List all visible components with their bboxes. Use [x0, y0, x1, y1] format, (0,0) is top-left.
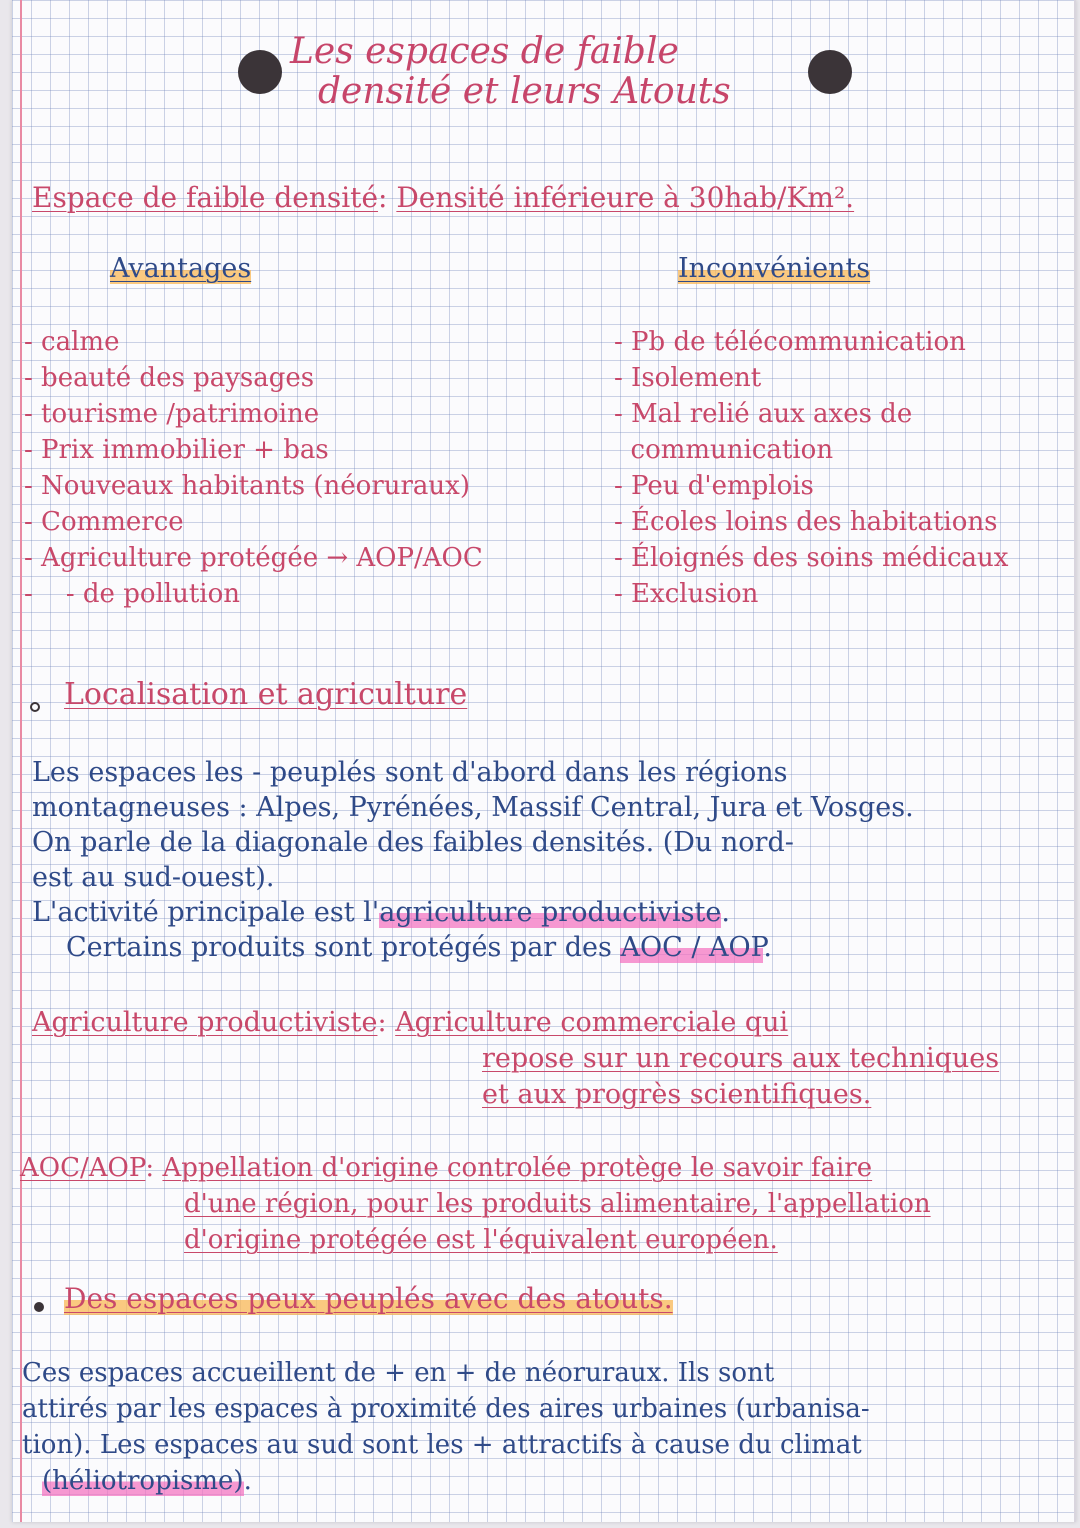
- list-item: - Nouveaux habitants (néoruraux): [24, 471, 470, 501]
- products-text: Certains produits sont protégés par des: [66, 932, 621, 963]
- section-atouts-heading: [64, 1282, 673, 1315]
- paragraph-line: [22, 1463, 870, 1499]
- agriculture-definition-line: [32, 1005, 999, 1041]
- list-item: - calme: [24, 327, 120, 357]
- paragraph-line: montagneuses : Alpes, Pyrénées, Massif Central, Jura et Vosges.: [32, 792, 914, 823]
- list-item: - Pb de télécommunication: [614, 327, 966, 357]
- disadvantages-heading: [678, 255, 870, 282]
- atouts-paragraph: [22, 1355, 870, 1499]
- list-item: - Exclusion: [614, 579, 759, 609]
- advantages-heading-text: Avantages: [110, 253, 252, 284]
- highlight-aoc-aop: AOC / AOP: [620, 932, 764, 963]
- title-line-1: Les espaces de faible: [290, 31, 679, 72]
- list-item: - Peu d'emplois: [614, 471, 814, 501]
- definition-term: Espace de faible densité: [32, 181, 379, 214]
- section-bullet: [34, 1302, 44, 1312]
- aoc-definition-text: Appellation d'origine controlée protège le savoir faire: [162, 1153, 873, 1183]
- paragraph-line: [32, 930, 914, 965]
- paragraph-line: attirés par les espaces à proximité des aires urbaines (urbanisa-: [22, 1394, 870, 1424]
- aoc-definition: [20, 1150, 931, 1258]
- paragraph-line: [32, 895, 914, 930]
- list-item: - Éloignés des soins médicaux: [614, 543, 1009, 573]
- agriculture-definition-line: repose sur un recours aux techniques: [482, 1043, 1000, 1074]
- advantages-heading: [110, 255, 251, 282]
- definition-colon: :: [378, 181, 388, 214]
- disadvantages-list: [614, 324, 1008, 612]
- density-definition: [32, 181, 855, 214]
- agriculture-definition: [32, 1005, 999, 1113]
- list-item: - - de pollution: [24, 579, 241, 609]
- activity-text: L'activité principale est l': [32, 897, 380, 928]
- aoc-definition-line: d'une région, pour les produits alimentaire, l'appellation: [184, 1189, 931, 1219]
- margin-line: [20, 0, 22, 1522]
- aoc-definition-line: [20, 1150, 931, 1186]
- aoc-definition-term: AOC/AOP: [20, 1153, 146, 1183]
- list-item: communication: [614, 435, 834, 465]
- advantages-list: [24, 324, 483, 612]
- paragraph-line: On parle de la diagonale des faibles densités. (Du nord-: [32, 827, 794, 858]
- title-line-2: densité et leurs Atouts: [318, 71, 731, 112]
- punch-hole-right: [808, 50, 852, 94]
- list-item: - Agriculture protégée → AOP/AOC: [24, 543, 483, 573]
- agriculture-definition-text: Agriculture commerciale qui: [395, 1007, 789, 1038]
- agriculture-definition-line: et aux progrès scientifiques.: [482, 1079, 872, 1110]
- agriculture-definition-term: Agriculture productiviste: [32, 1007, 378, 1038]
- list-item: - Prix immobilier + bas: [24, 435, 329, 465]
- aoc-definition-colon: :: [145, 1153, 155, 1183]
- list-item: - tourisme /patrimoine: [24, 399, 320, 429]
- section-bullet: [30, 702, 40, 712]
- definition-text: Densité inférieure à 30hab/Km².: [396, 181, 855, 214]
- list-item: - Commerce: [24, 507, 184, 537]
- highlight-agriculture-productiviste: agriculture productiviste: [379, 897, 722, 928]
- list-item: - Isolement: [614, 363, 762, 393]
- paragraph-end: .: [243, 1466, 252, 1496]
- section-atouts-heading-text: Des espaces peux peuplés avec des atouts.: [64, 1282, 673, 1315]
- paragraph-line: est au sud-ouest).: [32, 862, 275, 893]
- paragraph-line: Les espaces les - peuplés sont d'abord dans les régions: [32, 757, 788, 788]
- activity-end: .: [721, 897, 730, 928]
- list-item: - Mal relié aux axes de: [614, 399, 913, 429]
- aoc-definition-line: d'origine protégée est l'équivalent européen.: [184, 1225, 778, 1255]
- localisation-paragraph: [32, 755, 914, 965]
- list-item: - beauté des paysages: [24, 363, 315, 393]
- punch-hole-left: [238, 50, 282, 94]
- section-localisation-heading-text: Localisation et agriculture: [64, 677, 468, 712]
- highlight-heliotropisme: (héliotropisme): [42, 1466, 244, 1496]
- notebook-page: [12, 0, 1076, 1522]
- paragraph-line: tion). Les espaces au sud sont les + attractifs à cause du climat: [22, 1430, 862, 1460]
- disadvantages-heading-text: Inconvénients: [678, 253, 871, 284]
- list-item: - Écoles loins des habitations: [614, 507, 998, 537]
- products-end: .: [763, 932, 772, 963]
- section-localisation-heading: [64, 677, 468, 712]
- paragraph-line: Ces espaces accueillent de + en + de néoruraux. Ils sont: [22, 1358, 775, 1388]
- agriculture-definition-colon: :: [377, 1007, 387, 1038]
